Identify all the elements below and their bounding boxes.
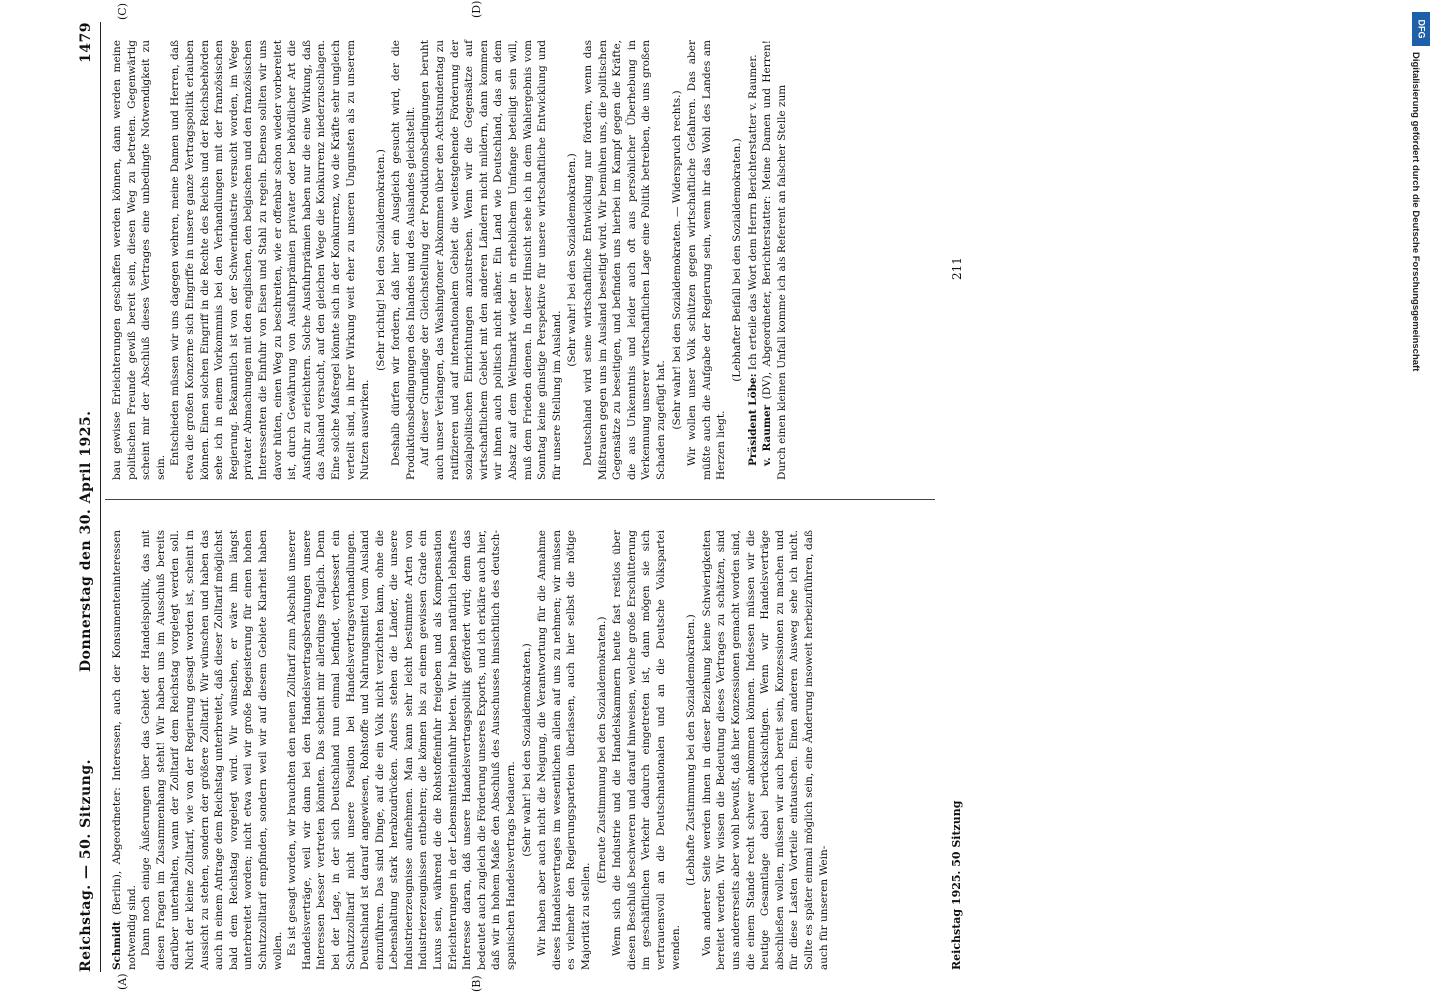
paragraph: Deutschland wird seine wirtschaftliche Entwicklung nur fördern, wenn das Mißtrauen gegen uns im Ausland beseitigt wird. Wir bemühen uns, die politischen Gegensätze zu beseitigen, und befinden uns hierbei im Kampf gegen die Kräfte, die aus Unkenntnis und leider auch oft aus persönlicher Überhebung in Verkennung unserer wirtschaftlichen Lage eine Politik betreiben, die uns großen Schaden zugefügt hat. [582,40,667,480]
speaker-line [110,530,139,970]
interjection: (Sehr wahr! bei den Sozialdemokraten. — Widerspruch rechts.) [670,90,683,430]
paragraph: Von anderer Seite werden ihnen in dieser Beziehung keine Schwierigkeiten bereitet werden. Wir wissen die Bedeutung dieses Vertrages zu schätzen, sind uns andererseits aber wohl bewußt, daß hier Konzessionen gemacht worden sind, die einem Stande recht schwer ankommen können. Indessen müssen wir die heutige Gesamtlage dabei berücksichtigen. Wenn wir Handelsverträge abschließen wollen, müssen wir auch bereit sein, Konzessionen zu machen und für diese Lasten Vorteile eintauschen. Einen anderen Ausweg sehe ich nicht. Sollte es später einmal möglich sein, eine Änderung insoweit herbeizuführen, daß auch für unseren Wein- [700,530,830,970]
column-divider [105,499,935,500]
paragraph: Es ist gesagt worden, wir brauchten den neuen Zolltarif zum Abschluß unserer Handelsverträge, weil wir dann bei den Handelsvertragsberatungen unsere Interessen besser vertreten könnten. Das scheint mir allerdings fraglich. Denn bei der Lage, in der sich Deutschland nun einmal befindet, verbessert ein Schutzzolltarif nicht unsere Position bei Handelsvertragsverhandlungen. Deutschland ist darauf angewiesen, Rohstoffe und Nahrungsmittel vom Ausland einzuführen. Das sind Dinge, auf die ein Volk nicht verzichten kann, ohne die Lebenshaltung stark herabzudrücken. Anders stehen die Länder, die unsere Industrieerzeugnisse aufnehmen. Man kann sehr leicht bestimmte Arten von Industrieerzeugnissen entbehren; die können bis zu einem gewissen Grade ein Luxus sein, während die die Rohstoffeinfuhr freigeben und als Kompensation Erleichterungen in der Lebensmitteleinfuhr bieten. Wir haben natürlich lebhaftes Interesse daran, daß unsere Handelsvertragspolitik gefördert wird; denn das bedeutet auch zugleich die Förderung unseres Exports, und ich erkläre auch hier, daß wir in hohem Maße den Abschluß des Ausschusses hinsichtlich des deutsch-spanischen Handelsvertrags bedauern. [286,530,518,970]
header-date: Donnerstag den 30. April 1925. [78,410,94,672]
header-rule [100,22,101,972]
paragraph: Wenn sich die Industrie und die Handelskammern heute fast restlos über diesen Beschluß beschweren und darauf hinweisen, welche große Erschütterung im geschäftlichen Verkehr dadurch eingetreten ist, dann mögen sie sich vertrauensvoll an die Deutschnationalen und an die Deutsche Volkspartei wenden. [611,530,682,970]
digitization-credit: Digitalisierung gefördert durch die Deutsche Forschungsgemeinschaft [1410,52,1421,372]
raumer-line [760,40,789,480]
president-line [746,40,761,480]
page-header [78,22,100,972]
interjection: (Erneute Zustimmung bei den Sozialdemokraten.) [595,616,608,884]
dfg-badge-text: DFG [1416,19,1426,39]
digitization-sidebar [1412,8,1430,992]
margin-marker-a: (A) [116,973,129,990]
paragraph: Entschieden müssen wir uns dagegen wehren, meine Damen und Herren, daß etwa die großen Konzerne sich Eingriffe in unsere ganze Vertragspolitik erlauben können. Einen solchen Eingriff in die Rechte des Reichs und der Reichsbehörden sehe ich in einem Vorkommnis bei den Verhandlungen mit der französischen Regierung. Bekanntlich ist von der Schwerindustrie versucht worden, im Wege privater Abmachungen mit den englischen, den belgischen und den französischen Interessenten die Einfuhr von Eisen und Stahl zu regeln. Ebenso sollten wir uns davor hüten, einen Weg zu beschreiten, wie er offenbar schon wieder vorbereitet ist, durch Gewährung von Ausfuhrprämien privater oder behördlicher Art die Ausfuhr zu erleichtern. Solche Ausfuhrprämien haben nur die eine Wirkung, daß das Ausland versucht, auf den gleichen Wege die Konkurrenz niederzuschlagen. Eine solche Maßregel könnte sich in der Konkurrenz, wo die Kräfte sehr ungleich verteilt sind, in ihrer Wirkung weit eher zu unseren Ungunsten als zu unserem Nutzen auswirken. [169,40,372,480]
text-column-left [110,530,831,970]
speaker-name: Schmidt [111,921,123,970]
paragraph: Dann noch einige Äußerungen über das Gebiet der Handelspolitik, das mit diesen Fragen im Zusammenhang steht! Wir haben uns im Ausschuß bereits darüber unterhalten, wann der Zolltarif dem Reichstag vorgelegt werden soll. Nicht der kleine Zolltarif, wie von der Regierung gesagt worden ist, scheint in Aussicht zu stehen, sondern der größere Zolltarif. Wir wünschen und haben das auch in einem Antrage dem Reichstag unterbreitet, daß dieser Zolltarif möglichst bald dem Reichstag vorgelegt wird. Wir wünschen, er wäre ihm längst unterbreitet worden; nicht etwa weil wir große Begeisterung für einen hohen Schutzzolltarif empfinden, sondern weil wir auf diesem Gebiete Klarheit haben wollen. [140,530,284,970]
interjection: (Lebhafte Zustimmung bei den Sozialdemokraten.) [685,614,698,886]
margin-marker-c: (C) [116,3,129,20]
president-name: Präsident Löbe: [746,373,759,466]
raumer-text: (DV), Abgeordneter, Berichterstatter: Meine Damen und Herren! Durch einen kleinen Unfall komme ich als Referent an falscher Stelle zum [761,40,788,480]
interjection: (Sehr richtig! bei den Sozialdemokraten.) [374,149,387,371]
paragraph: Deshalb dürfen wir fordern, daß hier ein Ausgleich gesucht wird, der die Produktionsbedingungen des Inlandes und des Auslandes gleichstellt. [390,40,417,480]
text-column-right [110,40,789,480]
page-number: 1479 [78,22,94,63]
raumer-name: v. Raumer [761,404,774,466]
footer-signature: Reichstag 1925. 50 Sitzung [950,800,963,970]
interjection: (Sehr wahr! bei den Sozialdemokraten.) [520,643,533,857]
margin-marker-b: (B) [470,975,483,992]
paragraph: Interessen, auch der Konsumenteninteressen notwendig sind. [111,530,138,970]
paragraph: Auf dieser Grundlage der Gleichstellung der Produktionsbedingungen beruht auch unser Verlangen, das Washingtoner Abkommen über den Achtstundentag zu ratifizieren und auf internationalem Gebiet die weitestgehende Förderung der sozialpolitischen Einrichtungen anzustreben. Wenn wir die Gegensätze auf wirtschaftlichem Gebiet mit den anderen Ländern nicht mildern, dann kommen wir ihnen auch politisch nicht näher. Ein Land wie Deutschland, das an dem Absatz auf dem Weltmarkt wieder in erheblichem Umfange beteiligt sein will, muß dem Frieden dienen. In dieser Hinsicht sehe ich in dem Wahlergebnis vom Sonntag keine günstige Perspektive für unsere wirtschaftliche Entwicklung und für unsere Stellung im Ausland. [419,40,563,480]
paragraph: bau gewisse Erleichterungen geschaffen werden können, dann werden meine politischen Freunde gewiß bereit sein, diesen Weg zu betreten. Gegenwärtig scheint mir der Abschluß dieses Vertrages eine unbedingte Notwendigkeit zu sein. [111,40,167,480]
interjection: (Lebhafter Beifall bei den Sozialdemokraten.) [730,138,743,382]
president-text: Ich erteile das Wort dem Herrn Berichterstatter v. Raumer. [746,54,759,371]
speaker-suffix: (Berlin), Abgeordneter: [111,787,123,915]
paragraph: Wir haben aber auch nicht die Neigung, die Verantwortung für die Annahme dieses Handelsvertrages im wesentlichen allein auf uns zu nehmen; wir müssen es vielmehr den Regierungsparteien überlassen, auch hier selbst die nötige Majorität zu stellen. [536,530,592,970]
margin-marker-d: (D) [470,0,483,18]
header-session: Reichstag. — 50. Sitzung. [78,759,94,972]
footer-sheet-number: 211 [950,257,964,280]
dfg-logo-icon [1412,12,1430,46]
interjection: (Sehr wahr! bei den Sozialdemokraten.) [566,153,579,367]
paragraph: Wir wollen unser Volk schützen gegen wirtschaftliche Gefahren. Das aber müßte auch die Aufgabe der Regierung sein, wenn ihr das Wohl des Landes am Herzen liegt. [686,40,728,480]
